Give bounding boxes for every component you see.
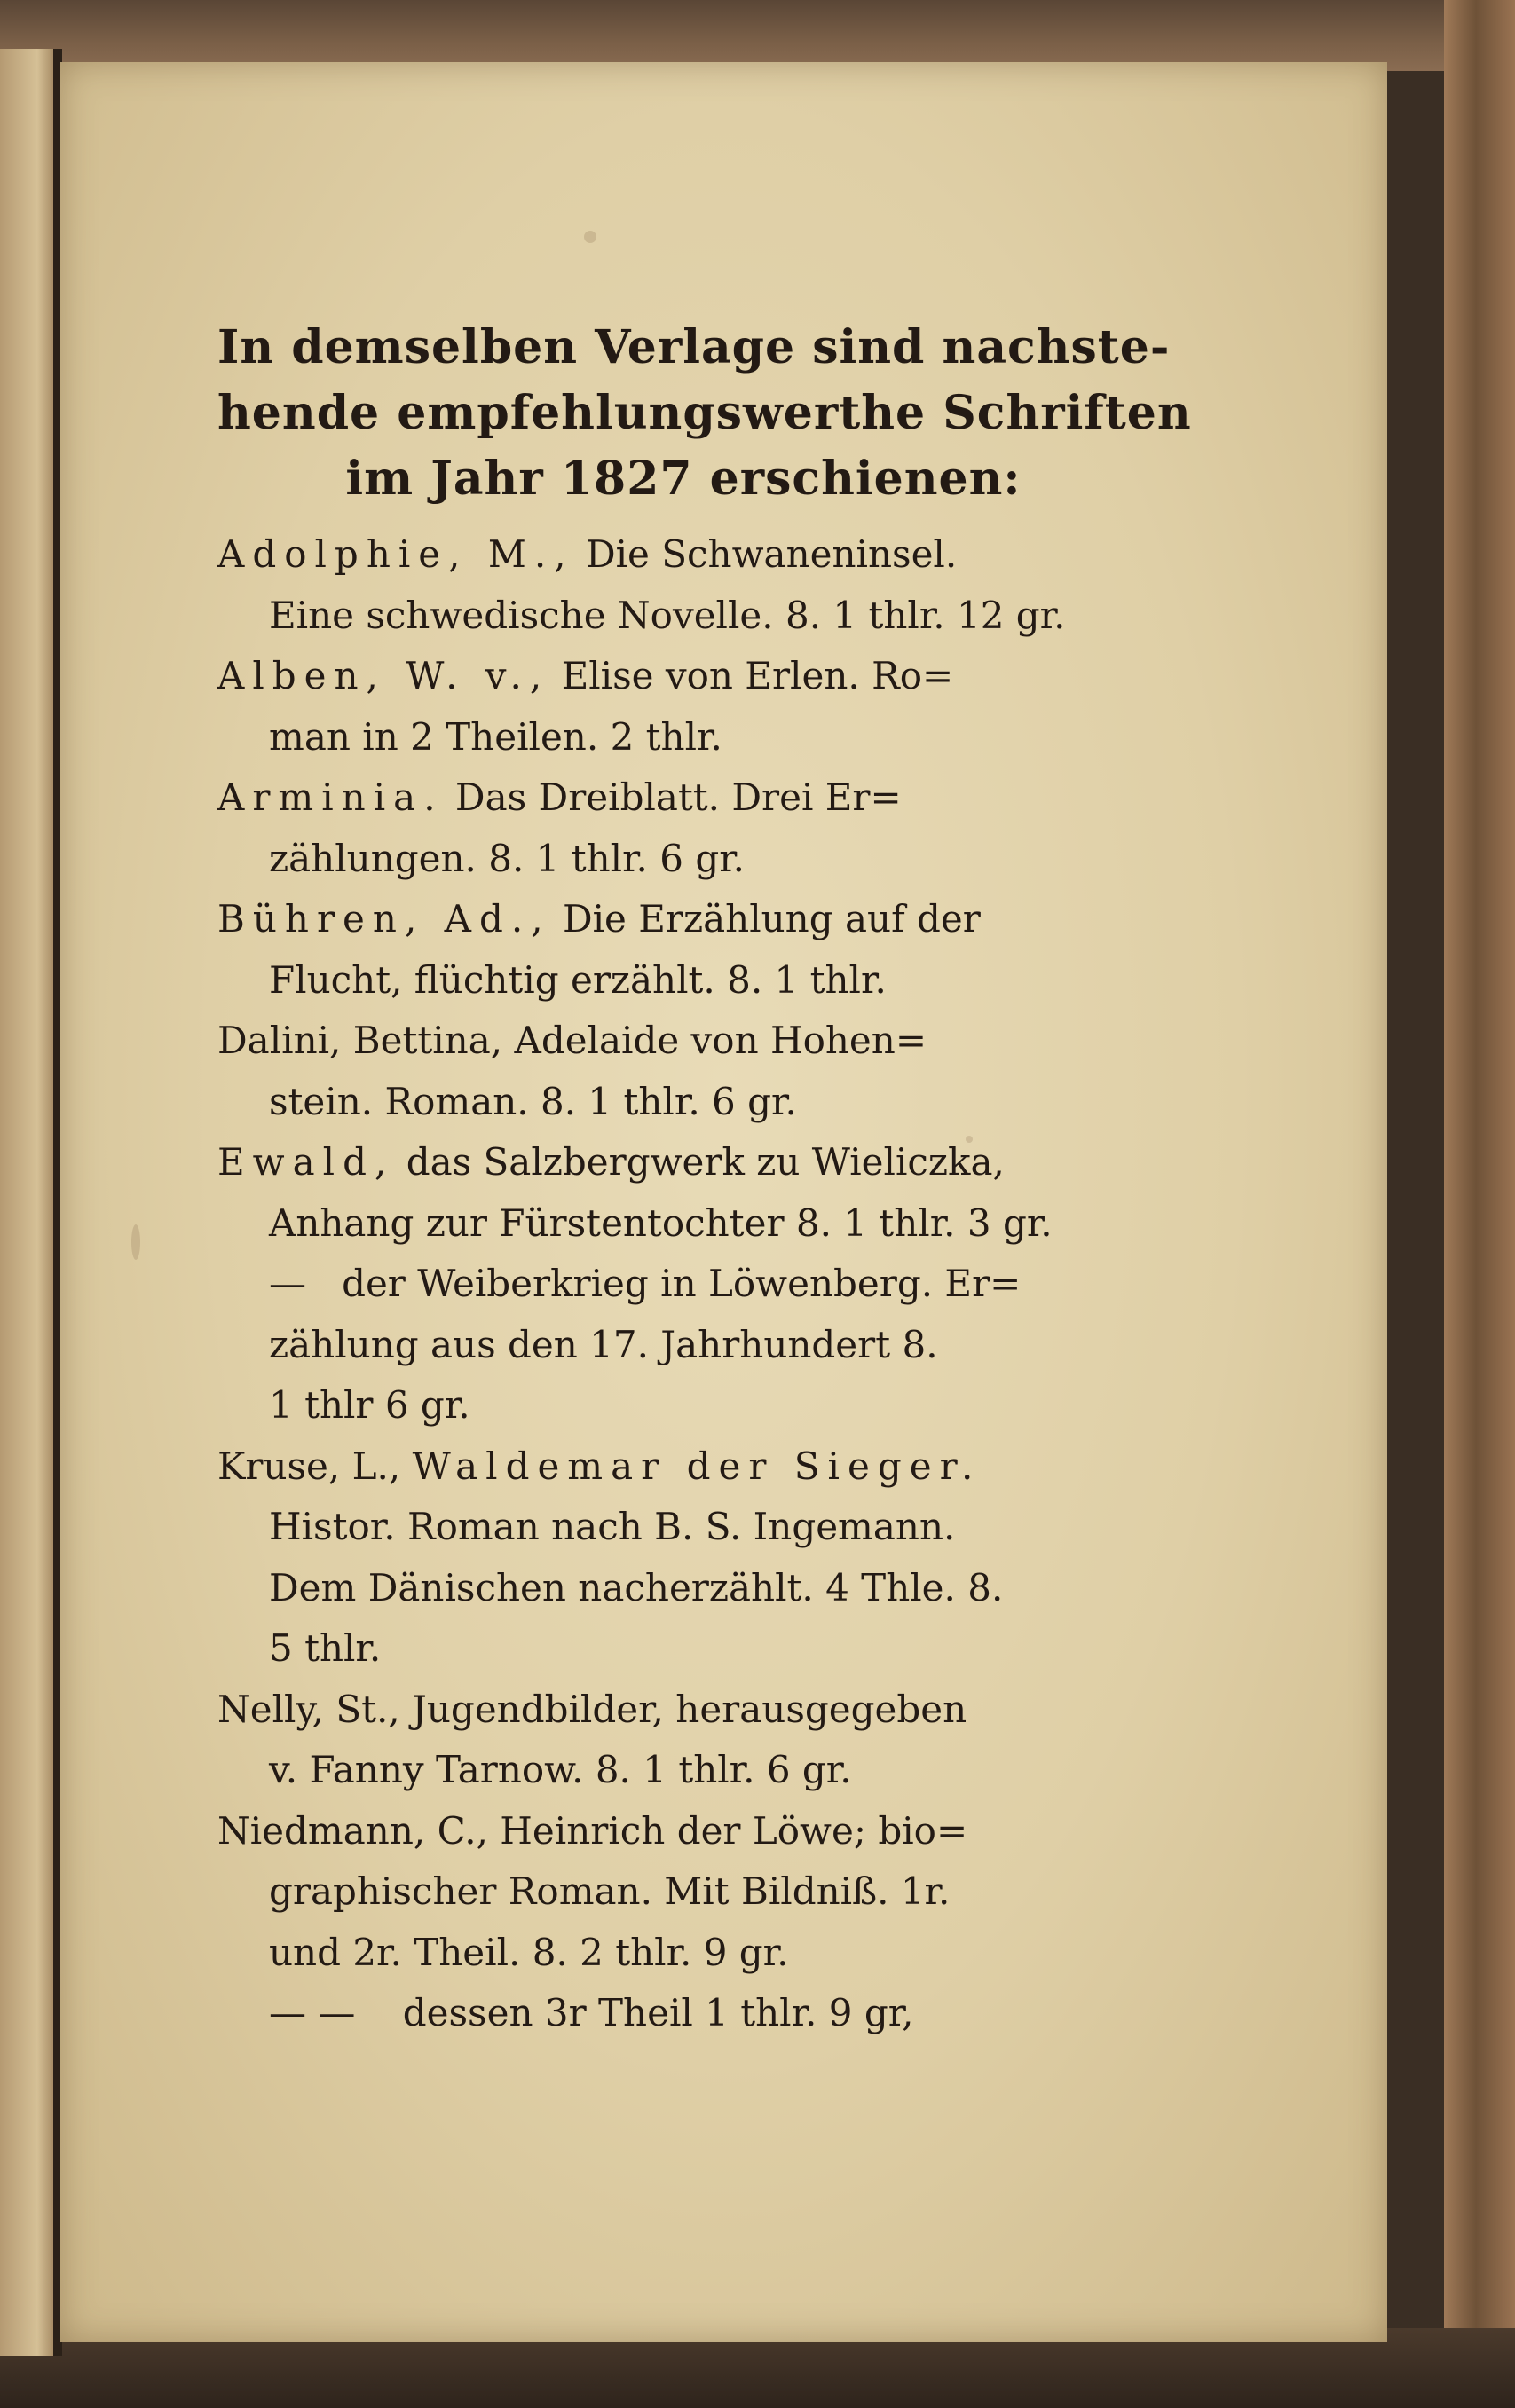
- entry-author: — —: [269, 1991, 356, 2034]
- entry-author: Arminia.: [217, 775, 444, 819]
- heading-line: In demselben Verlage sind nachste-: [217, 320, 1171, 374]
- entry-author: Alben, W. v.,: [217, 654, 550, 697]
- advertisement-text: [217, 315, 1192, 2044]
- entry-text: v. Fanny Tarnow. 8. 1 thlr. 6 gr.: [269, 1748, 852, 1791]
- entry-text: graphischer Roman. Mit Bildniß. 1r.: [269, 1869, 951, 1913]
- entry-author: Dalini, Bettina,: [217, 1019, 503, 1062]
- catalog-entry: [217, 1011, 1149, 1132]
- entry-text: Histor. Roman nach B. S. Ingemann.: [269, 1505, 956, 1548]
- entry-author: Niedmann, C.,: [217, 1808, 488, 1853]
- entry-text: und 2r. Theil. 8. 2 thlr. 9 gr.: [269, 1930, 789, 1974]
- page-heading: [217, 315, 1192, 512]
- catalog-entry: [217, 767, 1149, 889]
- entry-text: Waldemar der Sieger.: [412, 1444, 982, 1488]
- entry-text: Flucht, flüchtig erzählt. 8. 1 thlr.: [269, 957, 887, 1002]
- heading-line: im Jahr 1827 erschienen:: [345, 452, 1022, 506]
- entry-text: zählung aus den 17. Jahrhundert 8.: [269, 1322, 938, 1366]
- entry-text: Adelaide von Hohen=: [514, 1019, 927, 1062]
- entry-text: Die Erzählung auf der: [562, 897, 981, 940]
- entry-text: Eine schwedische Novelle. 8. 1 thlr. 12 gr.: [269, 593, 1066, 637]
- paper-stain: [131, 1224, 140, 1260]
- catalog-entry: [217, 1680, 1149, 1801]
- catalog-entry: [217, 646, 1149, 767]
- entry-text: Das Dreiblatt. Drei Er=: [454, 775, 902, 819]
- entry-author: Nelly, St.,: [217, 1687, 400, 1731]
- catalog-entry: [217, 889, 1149, 1011]
- entry-author: Bühren, Ad.,: [217, 897, 551, 940]
- catalog-entry: [217, 1801, 1149, 1984]
- heading-line: hende empfehlungswerthe Schriften: [217, 386, 1192, 440]
- entry-author: Ewald,: [217, 1140, 395, 1184]
- entry-text: man in 2 Theilen. 2 thlr.: [269, 714, 722, 759]
- book-cover-right: [1444, 0, 1515, 2408]
- entry-text: stein. Roman. 8. 1 thlr. 6 gr.: [269, 1079, 797, 1123]
- entry-text: zählungen. 8. 1 thlr. 6 gr.: [269, 836, 746, 880]
- entry-text: Die Schwaneninsel.: [585, 532, 958, 576]
- entry-text: Dem Dänischen nacherzählt. 4 Thle. 8.: [269, 1565, 1004, 1609]
- catalog-entry: [217, 1983, 1149, 2044]
- entry-author: Kruse, L.,: [217, 1444, 401, 1488]
- book-cover-top: [0, 0, 1515, 71]
- previous-page-edge: [0, 49, 53, 2356]
- catalog-entry: [217, 1132, 1149, 1254]
- entry-text: Elise von Erlen. Ro=: [561, 654, 954, 697]
- entry-text: 1 thlr 6 gr.: [269, 1383, 470, 1427]
- entry-text: Heinrich der Löwe; bio=: [500, 1808, 968, 1853]
- paper-stain: [584, 231, 596, 243]
- entry-text: 5 thlr.: [269, 1626, 382, 1670]
- entry-text: das Salzbergwerk zu Wieliczka,: [406, 1140, 1005, 1184]
- entry-text: dessen 3r Theil 1 thlr. 9 gr,: [402, 1991, 914, 2034]
- catalog-entry: [217, 1254, 1149, 1436]
- entry-author: Adolphie, M.,: [217, 532, 574, 576]
- entry-author: —: [269, 1262, 306, 1305]
- catalog-entry: [217, 524, 1149, 646]
- entry-text: Anhang zur Fürstentochter 8. 1 thlr. 3 gr.: [269, 1200, 1053, 1245]
- entry-text: Jugendbilder, herausgegeben: [412, 1687, 967, 1731]
- catalog-entry: [217, 1436, 1149, 1680]
- entry-text: der Weiberkrieg in Löwenberg. Er=: [342, 1262, 1022, 1305]
